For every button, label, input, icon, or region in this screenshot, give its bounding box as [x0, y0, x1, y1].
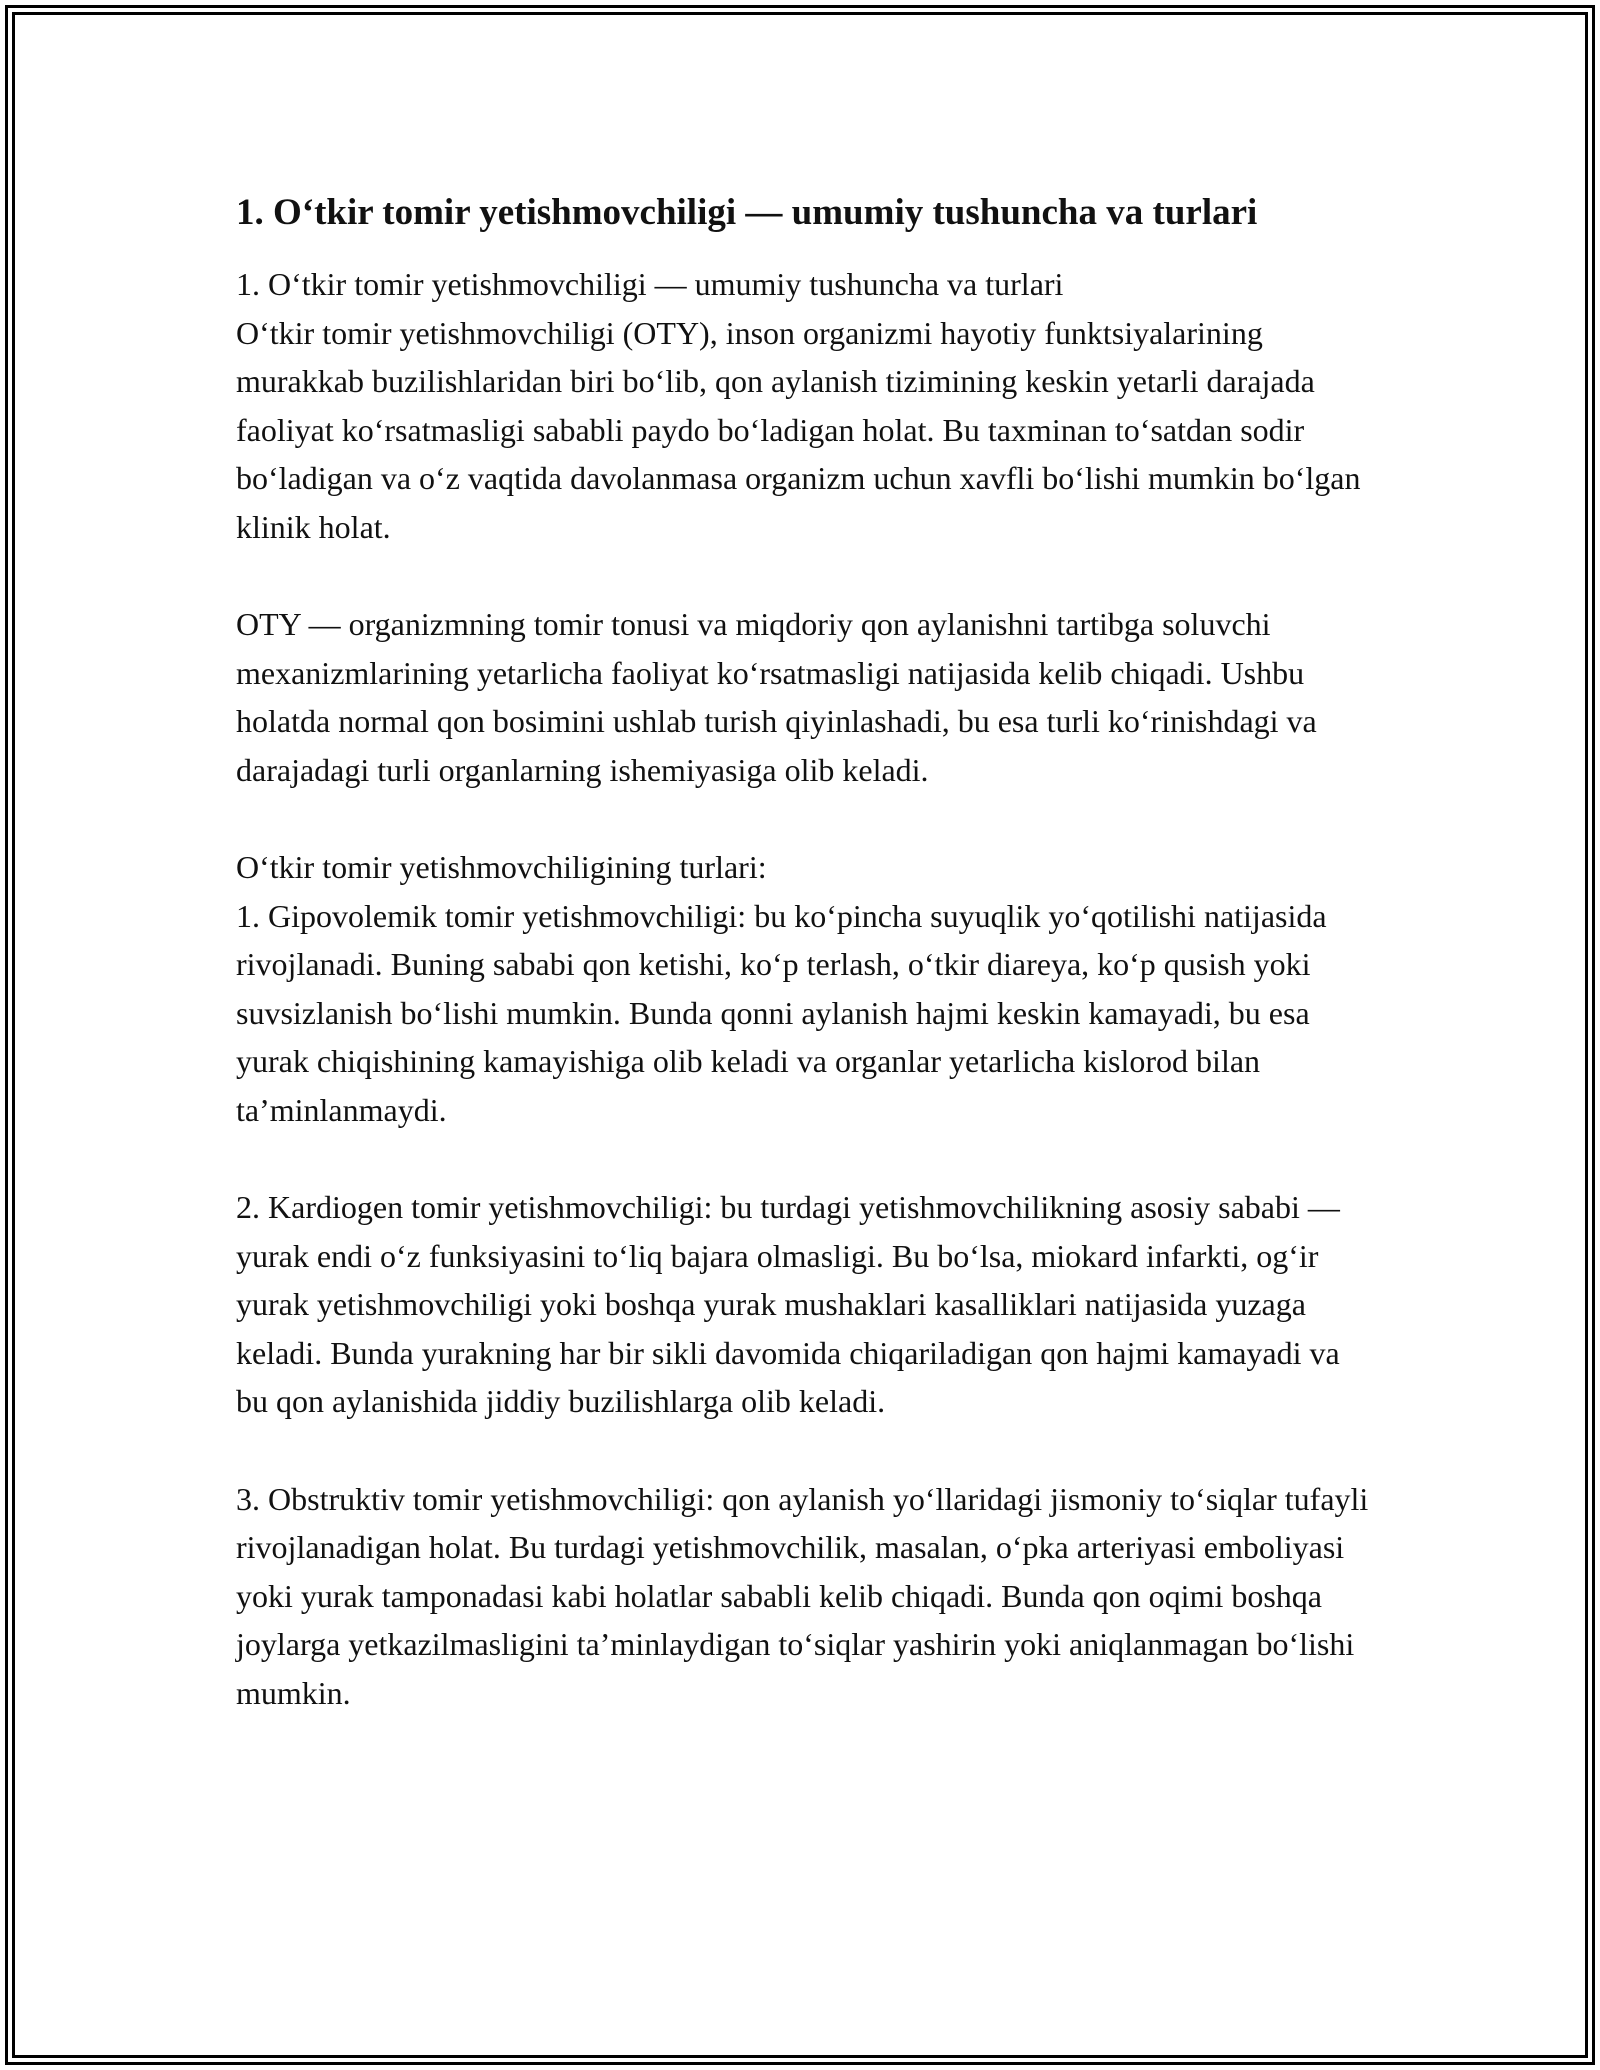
document-body	[236, 186, 1376, 1717]
paragraph-type-obstructive: 3. Obstruktiv tomir yetishmovchiligi: qon aylanish yo‘llaridagi jismoniy to‘siqlar tufayli rivojlanadigan holat. Bu turdagi yetishmovchilik, masalan, o‘pka arteriyasi emboliyasi yoki yurak tamponadasi kabi holatlar sababli kelib chiqadi. Bunda qon oqimi boshqa joylarga yetkazilmasligini ta’minlaydigan to‘siqlar yashirin yoki aniqlanmagan bo‘lishi mumkin.	[236, 1480, 1369, 1711]
paragraph-type-cardiogenic: 2. Kardiogen tomir yetishmovchiligi: bu turdagi yetishmovchilikning asosiy sababi — yurak endi o‘z funksiyasini to‘liq bajara olmasligi. Bu bo‘lsa, miokard infarkti, og‘ir yurak yetishmovchiligi yoki boshqa yurak mushaklari kasalliklari natijasida yuzaga keladi. Bunda yurakning har bir sikli davomida chiqariladigan qon hajmi kamayadi va bu qon aylanishida jiddiy buzilishlarga olib keladi.	[236, 1189, 1340, 1419]
document-title: 1. O‘tkir tomir yetishmovchiligi — umumiy tushuncha va turlari	[236, 192, 1258, 233]
paragraph-introduction: 1. O‘tkir tomir yetishmovchiligi — umumiy tushuncha va turlari O‘tkir tomir yetishmovchiligi (OTY), inson organizmi hayotiy funktsiyalarining murakkab buzilishlaridan biri bo‘lib, qon aylanish tizimining keskin yetarli darajada faoliyat ko‘rsatmasligi sababli paydo bo‘ladigan holat. Bu taxminan to‘satdan sodir bo‘ladigan va o‘z vaqtida davolanmasa organizm uchun xavfli bo‘lishi mumkin bo‘lgan klinik holat.	[236, 266, 1361, 545]
paragraph-oty-mechanism: OTY — organizmning tomir tonusi va miqdoriy qon aylanishni tartibga soluvchi mexanizmlarining yetarlicha faoliyat ko‘rsatmasligi natijasida kelib chiqadi. Ushbu holatda normal qon bosimini ushlab turish qiyinlashadi, bu esa turli ko‘rinishdagi va darajadagi turli organlarning ishemiyasiga olib keladi.	[236, 606, 1317, 788]
paragraph-type-hypovolemic: O‘tkir tomir yetishmovchiligining turlari: 1. Gipovolemik tomir yetishmovchiligi: bu ko‘pincha suyuqlik yo‘qotilishi natijasida rivojlanadi. Buning sababi qon ketishi, ko‘p terlash, o‘tkir diareya, ko‘p qusish yoki suvsizlanish bo‘lishi mumkin. Bunda qonni aylanish hajmi keskin kamayadi, bu esa yurak chiqishining kamayishiga olib keladi va organlar yetarlicha kislorod bilan ta’minlanmaydi.	[236, 849, 1327, 1128]
